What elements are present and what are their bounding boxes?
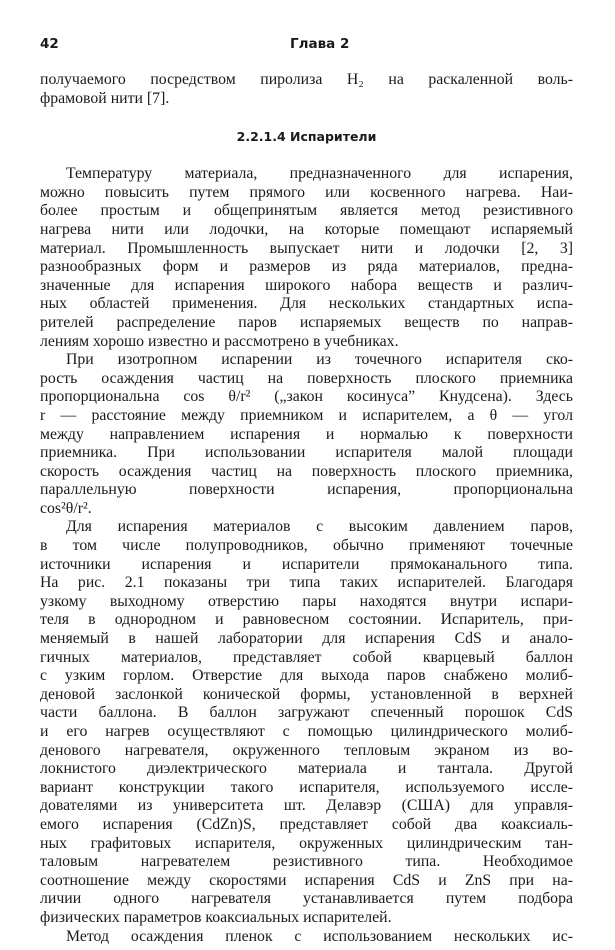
text-line: таловым нагревателем резистивного типа. Необходимое [40, 853, 573, 871]
text-line: рость осаждения частиц на поверхность плоского приемника [40, 369, 573, 387]
page-header [40, 36, 580, 56]
text-line: получаемого посредством пиролиза H₂ на раскаленной воль- [40, 71, 573, 88]
paragraph-2 [40, 351, 573, 518]
text-line: соотношение между скоростями испарения CdS и ZnS при на- [40, 871, 573, 889]
text-line: ных графитовых испарителя, окруженных цилиндрическим тан- [40, 834, 573, 852]
text-line: гичных материалов, представляет собой кварцевый баллон [40, 648, 573, 666]
text-line: емого испарения (CdZn)S, представляет собой два коаксиаль- [40, 815, 573, 833]
text-line: пропорциональна cos θ/r² („закон косинуса” Кнудсена). Здесь [40, 388, 573, 406]
body-text [40, 71, 573, 946]
text-line: денового нагревателя, окруженного тепловым экраном из во- [40, 741, 573, 759]
running-title: Глава 2 [290, 36, 350, 52]
text-line: меняемый в нашей лаборатории для испарения CdS и анало- [40, 630, 573, 648]
text-line: можно повысить путем прямого или косвенного нагрева. Наи- [40, 183, 573, 201]
text-line: Метод осаждения пленок с использованием нескольких ис- [66, 927, 573, 945]
paragraph-3 [40, 518, 573, 927]
text-line: в том числе полупроводников, обычно применяют точечные [40, 537, 573, 555]
text-line: теля в однородном и равновесном состоянии. Испаритель, при- [40, 611, 573, 629]
text-line: фрамовой нити [7]. [40, 89, 170, 107]
text-line: На рис. 2.1 показаны три типа таких испарителей. Благодаря [40, 574, 573, 592]
text-line: части баллона. В баллон загружают спеченный порошок CdS [40, 704, 573, 722]
section-heading: 2.2.1.4 Испарители [236, 129, 377, 145]
text-line: вариант конструкции такого испарителя, используемого иссле- [40, 778, 573, 796]
text-line: Температуру материала, предназначенного для испарения, [66, 165, 573, 183]
text-line: рителей распределение паров испаряемых веществ по направ- [40, 313, 573, 331]
text-line: узкому выходному отверстию пары находятся внутри испари- [40, 592, 573, 610]
text-line: При изотропном испарении из точечного испарителя ско- [66, 351, 573, 369]
text-line: материал. Промышленность выпускает нити и лодочки [2, 3] [40, 239, 573, 257]
text-line: значенные для испарения широкого набора веществ и различ- [40, 276, 573, 294]
text-line: приемника. При использовании испарителя малой площади [40, 444, 573, 462]
text-line: и его нагрев осуществляют с помощью цилиндрического молиб- [40, 723, 573, 740]
paragraph-4 [40, 928, 573, 947]
text-line: с узким горлом. Отверстие для выхода паров снабжено молиб- [40, 667, 573, 685]
text-line: физических параметров коаксиальных испарителей. [40, 908, 392, 926]
text-line: более простым и общепринятым является метод резистивного [40, 202, 573, 220]
text-line: скорость осаждения частиц на поверхность плоского приемника, [40, 462, 573, 480]
text-line: разнообразных форм и размеров из ряда материалов, предна- [40, 258, 573, 276]
text-line: деновой заслонкой конической формы, установленной в верхней [40, 685, 573, 703]
text-line: r — расстояние между приемником и испарителем, а θ — угол [40, 406, 573, 424]
text-line: cos²θ/r². [40, 499, 92, 517]
text-line: ных областей применения. Для нескольких стандартных испа- [40, 295, 573, 313]
text-line: Для испарения материалов с высоким давлением паров, [66, 518, 573, 536]
text-line: локнистого диэлектрического материала и тантала. Другой [40, 760, 573, 778]
text-line: дователями из университета шт. Делавэр (США) для управля- [40, 797, 573, 815]
text-line: лениям хорошо известно и рассмотрено в учебниках. [40, 332, 399, 350]
paragraph-1 [40, 165, 573, 351]
page-number: 42 [40, 36, 59, 52]
text-line: между направлением испарения и нормалью к поверхности [40, 425, 573, 443]
intro-paragraph [40, 71, 573, 108]
text-line: личии одного нагревателя устанавливается путем подбора [40, 890, 573, 908]
text-line: параллельную поверхности испарения, пропорциональна [40, 481, 573, 499]
text-line: источники испарения и испарители прямоканального типа. [40, 555, 573, 573]
text-line: нагрева нити или лодочки, на которые помещают испаряемый [40, 220, 573, 238]
